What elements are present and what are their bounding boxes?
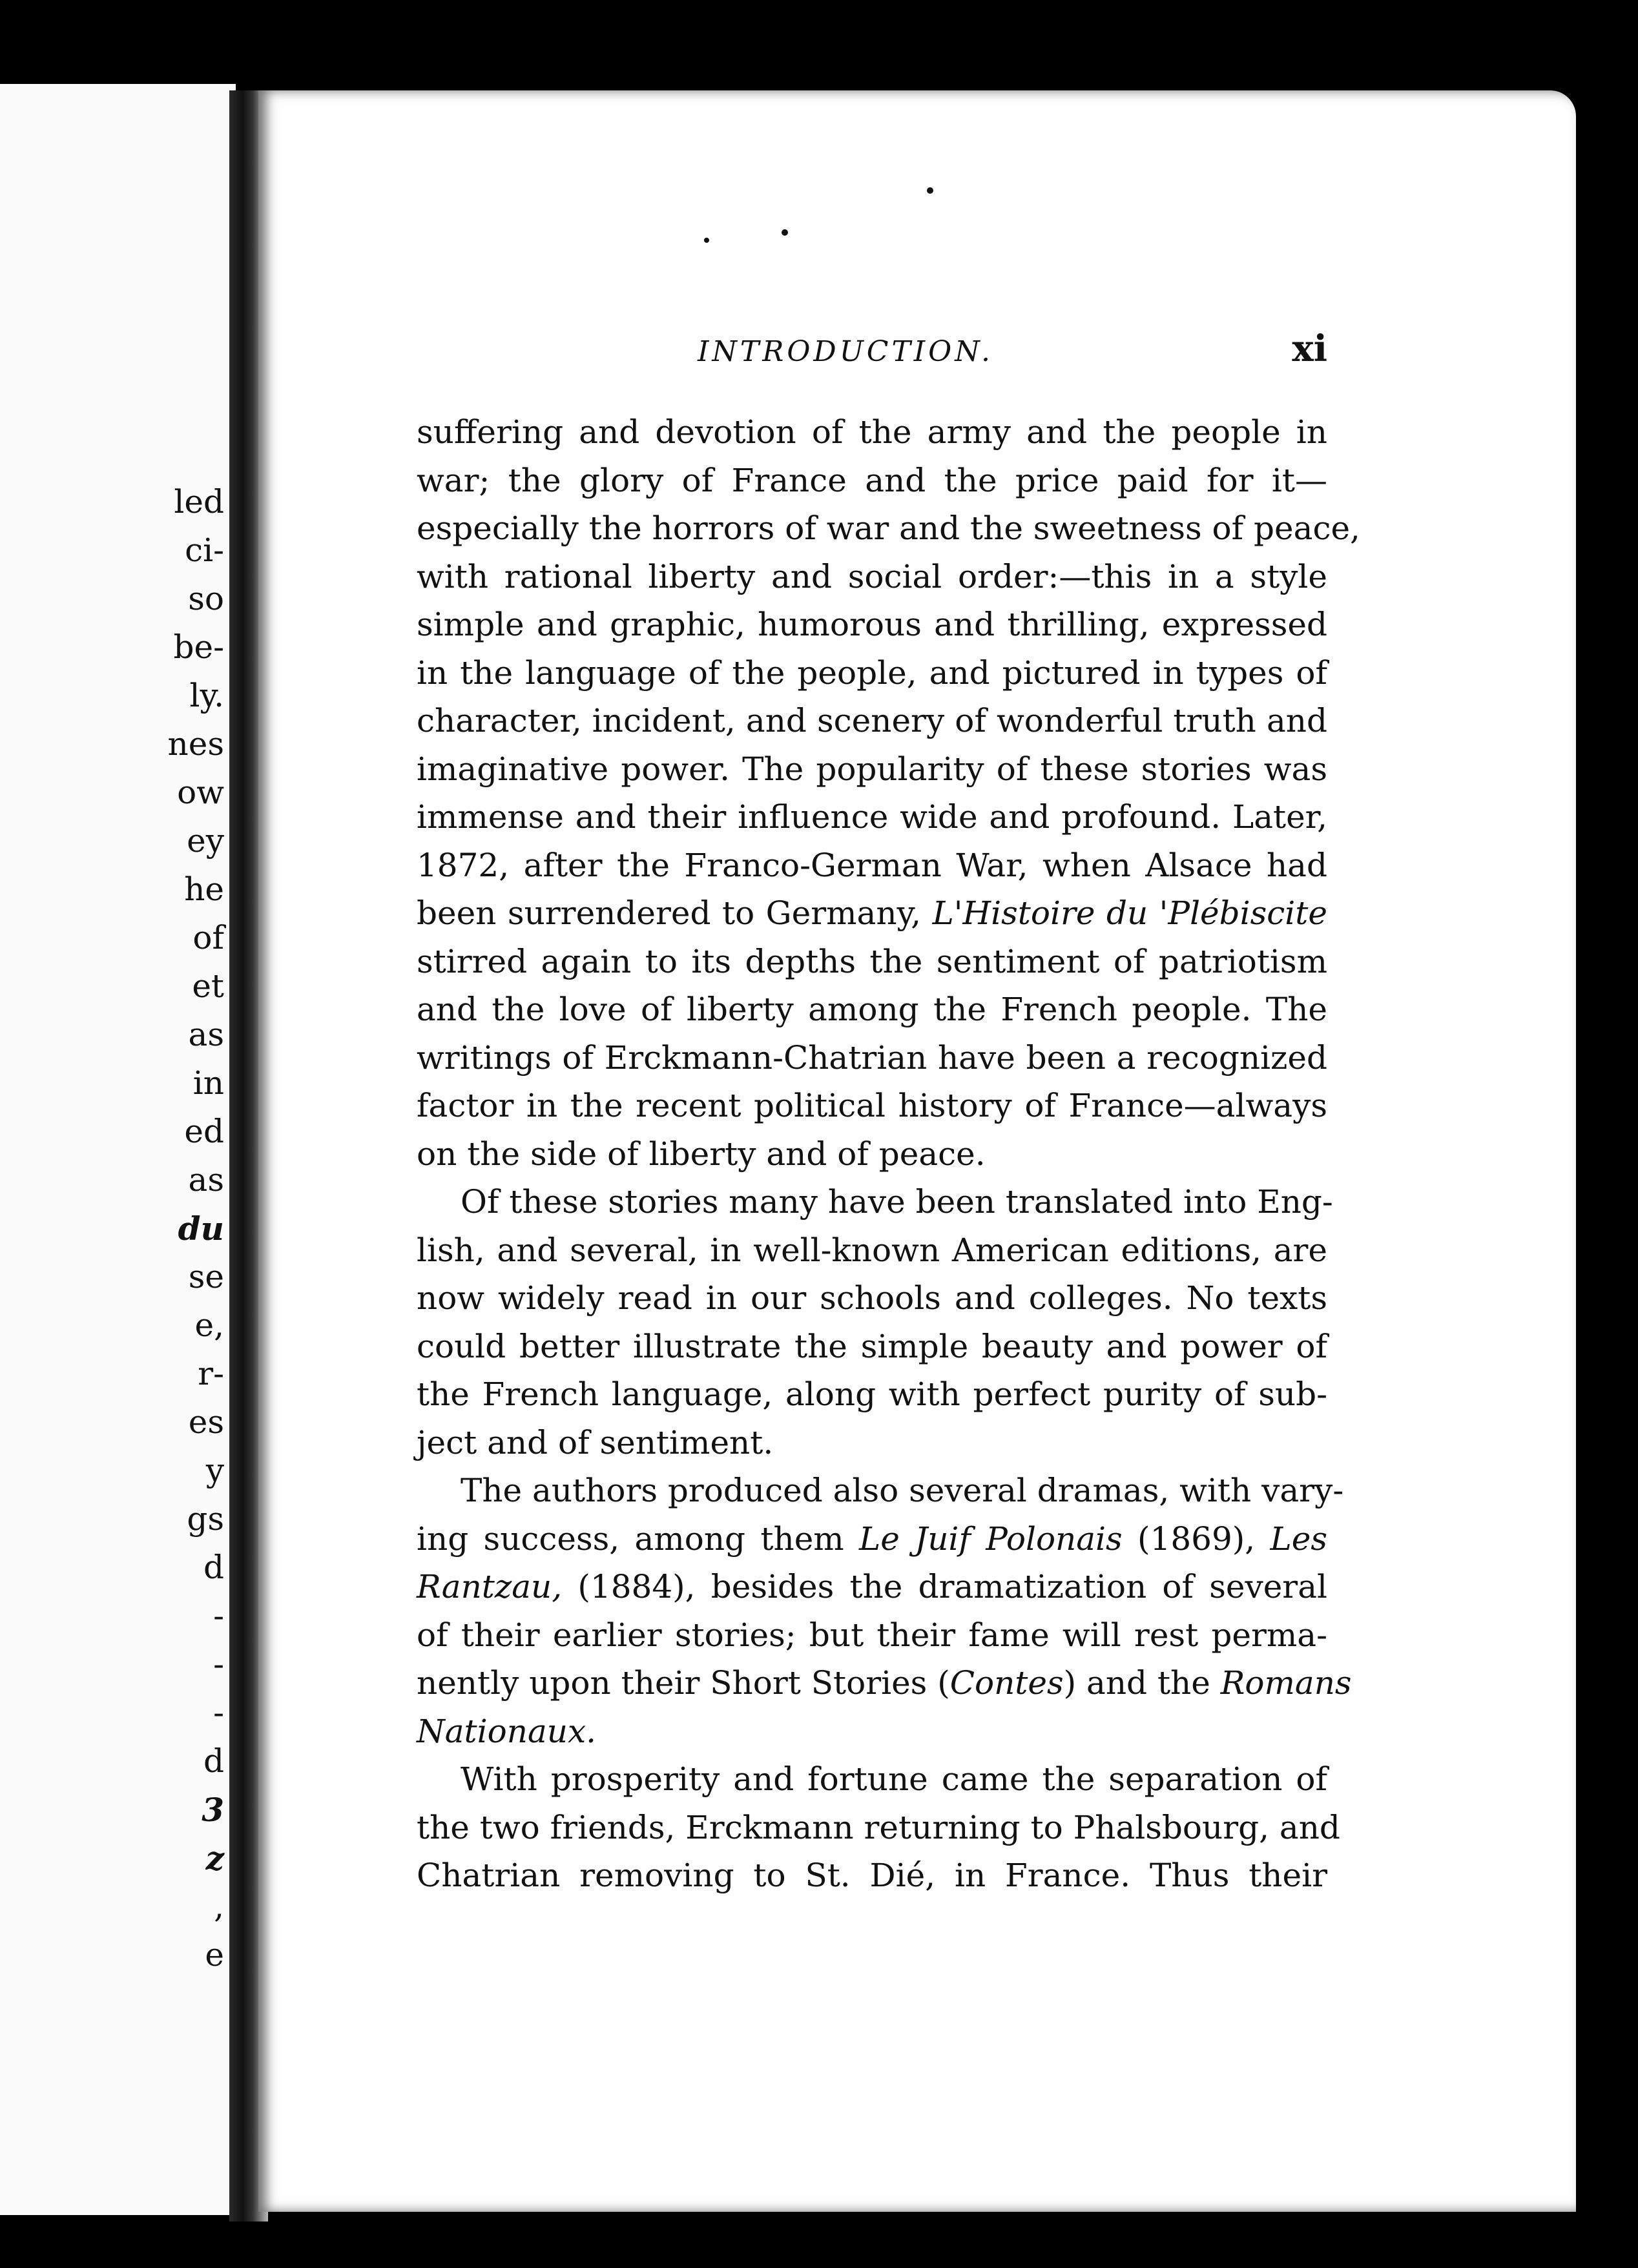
facing-page-fragment: ey	[187, 822, 224, 860]
text-run: lish, and several, in well-known American editions, are	[417, 1231, 1327, 1269]
facing-page-fragment: nes	[167, 725, 224, 763]
text-line	[417, 1804, 1340, 1852]
italic-title: Contes	[949, 1664, 1064, 1702]
facing-page-fragment: so	[188, 580, 224, 617]
text-line	[417, 1419, 1327, 1467]
italic-title: Nationaux.	[417, 1712, 597, 1750]
text-line	[417, 1707, 1327, 1756]
italic-title: Rantzau,	[417, 1568, 563, 1605]
text-run: of their earlier stories; but their fame will rest perma-	[417, 1616, 1327, 1654]
facing-page-fragment: he	[184, 871, 224, 908]
text-line	[417, 1611, 1327, 1660]
text-line	[417, 1755, 1327, 1804]
facing-page-fragment: e	[205, 1936, 224, 1974]
text-run: war; the glory of France and the price paid for it—	[417, 461, 1327, 499]
text-run: ing success, among them	[417, 1520, 860, 1558]
text-run: been surrendered to Germany,	[417, 894, 933, 932]
text-run: With prosperity and fortune came the separation of	[461, 1760, 1327, 1798]
facing-page-text-fragments	[168, 478, 224, 1979]
facing-page-fragment: z	[205, 1839, 224, 1877]
text-run: the two friends, Erckmann returning to Phalsbourg, and	[417, 1808, 1340, 1846]
text-run: ) and the	[1063, 1664, 1221, 1702]
text-line	[417, 985, 1327, 1034]
text-line	[417, 938, 1327, 986]
text-line	[417, 1178, 1333, 1226]
text-run: 1872, after the Franco-German War, when Alsace had	[417, 846, 1327, 884]
text-run: ject and of sentiment.	[417, 1423, 774, 1461]
text-line	[417, 1467, 1344, 1515]
text-run: (1869),	[1122, 1520, 1270, 1558]
text-line	[417, 889, 1327, 938]
text-line	[417, 601, 1327, 649]
italic-title: Les	[1270, 1520, 1327, 1558]
text-line	[417, 841, 1327, 890]
facing-page-fragment: se	[188, 1258, 224, 1295]
facing-page-fragment: be-	[173, 628, 224, 666]
facing-page-fragment: as	[188, 1016, 224, 1053]
page-number: xi	[1292, 327, 1327, 370]
facing-page-fragment: 3	[202, 1791, 224, 1829]
facing-page-fragment: du	[178, 1210, 224, 1248]
facing-page-fragment: of	[192, 919, 224, 956]
text-line	[417, 793, 1327, 841]
paragraph	[417, 408, 1360, 1178]
facing-page-fragment: ly.	[189, 677, 224, 714]
text-run: immense and their influence wide and profound. Later,	[417, 798, 1327, 836]
facing-page-fragment: ow	[177, 774, 224, 811]
italic-title: L'Histoire du 'Plébiscite	[932, 894, 1327, 932]
text-line	[417, 697, 1327, 745]
text-run: imaginative power. The popularity of these stories was	[417, 750, 1327, 788]
facing-page-fragment: ci-	[185, 531, 224, 569]
text-run: character, incident, and scenery of wonderful truth and	[417, 702, 1327, 739]
text-run: factor in the recent political history of France—always	[417, 1087, 1327, 1124]
text-line	[417, 1034, 1327, 1082]
text-run: simple and graphic, humorous and thrilling, expressed	[417, 606, 1327, 643]
text-line	[417, 1082, 1327, 1130]
text-run: stirred again to its depths the sentiment of patriotism	[417, 942, 1327, 980]
text-line	[417, 1515, 1327, 1563]
facing-page-fragment: -	[213, 1645, 224, 1683]
facing-page-fragment: as	[188, 1161, 224, 1199]
facing-page-fragment: d	[203, 1549, 224, 1586]
text-run: now widely read in our schools and colleges. No texts	[417, 1279, 1327, 1317]
page-speck	[927, 187, 933, 194]
paragraph	[417, 1755, 1340, 1900]
text-line	[417, 1659, 1352, 1707]
facing-page-fragment: -	[213, 1694, 224, 1731]
text-line	[417, 408, 1327, 457]
paragraph	[417, 1467, 1352, 1755]
text-run: (1884), besides the dramatization of several	[562, 1568, 1327, 1605]
text-run: and the love of liberty among the French people. The	[417, 991, 1327, 1028]
facing-page-fragment: d	[203, 1742, 224, 1780]
text-line	[417, 457, 1327, 505]
text-line	[417, 1226, 1327, 1275]
text-line	[417, 504, 1360, 553]
text-run: with rational liberty and social order:—this in a style	[417, 557, 1327, 595]
text-line	[417, 1851, 1327, 1900]
text-run: writings of Erckmann-Chatrian have been a recognized	[417, 1038, 1327, 1077]
paragraph	[417, 1178, 1333, 1467]
facing-page-fragment: et	[192, 967, 224, 1005]
facing-page-fragment: -	[213, 1597, 224, 1634]
text-run: nently upon their Short Stories (	[417, 1664, 950, 1702]
text-run: Chatrian removing to St. Dié, in France. Thus their	[417, 1857, 1327, 1894]
page-speck	[782, 229, 788, 236]
text-run: suffering and devotion of the army and the people in	[417, 413, 1327, 451]
facing-page-fragment: e,	[194, 1306, 224, 1344]
facing-page-fragment: ed	[184, 1113, 224, 1150]
facing-page-fragment: gs	[187, 1500, 224, 1538]
text-line	[417, 1563, 1327, 1611]
text-line	[417, 1323, 1327, 1371]
text-run: in the language of the people, and pictured in types of	[417, 654, 1327, 692]
text-run: The authors produced also several dramas, with vary-	[461, 1472, 1344, 1509]
facing-page-fragment: ,	[214, 1888, 224, 1925]
italic-title: Romans	[1220, 1664, 1352, 1702]
facing-page-left	[0, 84, 236, 2215]
text-run: Of these stories many have been translated into Eng-	[461, 1183, 1333, 1221]
facing-page-fragment: es	[188, 1403, 224, 1441]
running-title: INTRODUCTION.	[698, 335, 993, 368]
text-run: could better illustrate the simple beauty and power of	[417, 1327, 1327, 1365]
facing-page-fragment: r-	[198, 1355, 224, 1392]
text-line	[417, 553, 1327, 601]
body-text	[417, 408, 1360, 1900]
text-line	[417, 649, 1327, 697]
text-run: the French language, along with perfect purity of sub-	[417, 1376, 1327, 1413]
text-line	[417, 1130, 1327, 1179]
facing-page-fragment: led	[174, 483, 224, 521]
text-line	[417, 1274, 1327, 1323]
italic-title: Le Juif Polonais	[859, 1520, 1123, 1558]
text-line	[417, 745, 1327, 794]
text-run: especially the horrors of war and the sweetness of peace,	[417, 510, 1360, 547]
text-line	[417, 1370, 1327, 1419]
page-speck	[704, 238, 709, 243]
running-head	[417, 326, 1327, 378]
facing-page-fragment: y	[205, 1452, 224, 1489]
text-run: on the side of liberty and of peace.	[417, 1135, 986, 1173]
facing-page-fragment: in	[192, 1064, 224, 1102]
